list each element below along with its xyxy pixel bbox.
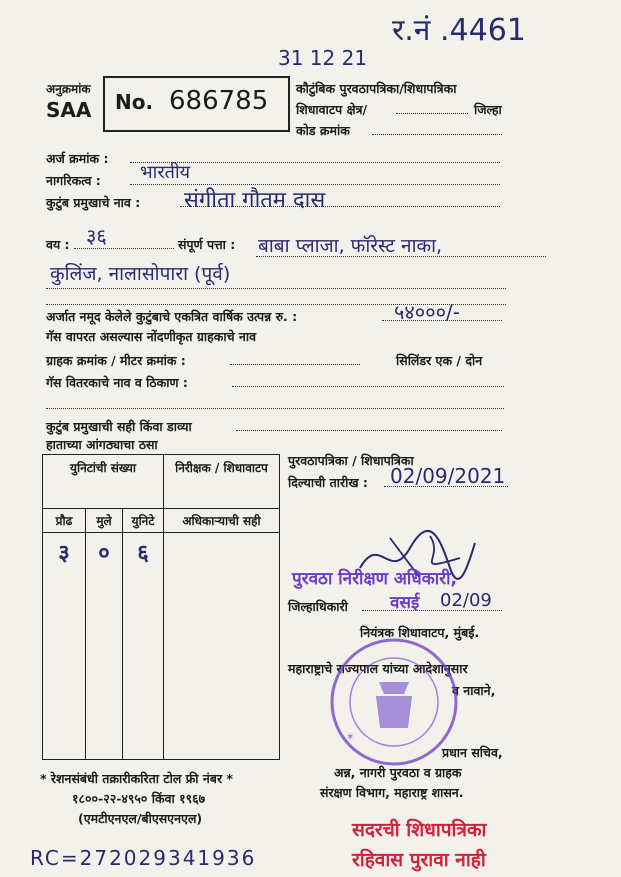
gas-dealer-dots <box>232 374 504 387</box>
helpline-line3: (एमटीएनएल/बीएसएनएल) <box>78 811 203 826</box>
handwritten-age: ३६ <box>86 224 107 248</box>
area-label: शिधावाटप क्षेत्र/ <box>296 102 368 117</box>
issue-label-1: पुरवठापत्रिका / शिधापत्रिका <box>288 453 414 468</box>
gas-dealer-dots-2 <box>46 396 504 409</box>
signature-label-1: कुटुंब प्रमुखाची सही किंवा डाव्या <box>46 419 192 434</box>
issue-label-2: दिल्याची तारीख : <box>288 475 368 490</box>
department-line2: संरक्षण विभाग, महाराष्ट्र शासन. <box>320 785 464 800</box>
application-no-label: अर्ज क्रमांक : <box>46 151 109 166</box>
serial-code: SAA <box>46 98 92 122</box>
inspector-header: निरीक्षक / शिधावाटप <box>164 455 280 509</box>
nationality-label: नागरिकत्व : <box>46 173 101 188</box>
serial-label: अनुक्रमांक <box>46 82 91 96</box>
handwritten-units: ६ <box>137 541 149 566</box>
governor-line2: व नावाने, <box>452 683 496 698</box>
handwritten-income: ५४०००/- <box>394 300 460 324</box>
number-box <box>103 76 290 132</box>
col-units: युनिटे <box>123 509 164 533</box>
place-stamp: वसई <box>390 593 420 613</box>
gas-agency-label: गॅस वापरत असल्यास नोंदणीकृत ग्राहकाचे नाव <box>46 329 257 344</box>
signature-dots <box>236 418 502 431</box>
income-label: अर्जात नमूद केलेले कुटुंबाचे एकत्रित वार्षिक उत्पन्न रु. : <box>46 309 298 324</box>
handwritten-nationality: भारतीय <box>140 162 191 183</box>
handwritten-bottom-number: RC=272029341936 <box>30 846 257 870</box>
address-label: संपूर्ण पत्ता : <box>178 237 236 252</box>
signature-label-2: हाताच्या आंगठ्याचा ठसा <box>46 437 158 452</box>
handwritten-head-name: संगीता गौतम दास <box>184 188 326 213</box>
card-title: कौटुंबिक पुरवठापत्रिका/शिधापत्रिका <box>296 81 457 96</box>
gas-dealer-label: गॅस वितरकाचे नाव व ठिकाण : <box>46 375 188 390</box>
consumer-no-label: ग्राहक क्रमांक / मीटर क्रमांक : <box>46 353 186 368</box>
secretary-label: प्रधान सचिव, <box>442 745 503 760</box>
cylinder-label: सिलिंडर एक / दोन <box>396 353 483 368</box>
card-number: 686785 <box>169 86 269 116</box>
head-name-label: कुटुंब प्रमुखाचे नाव : <box>46 195 141 210</box>
governor-line1: महाराष्ट्राचे राज्यपाल यांच्या आदेशानुसार <box>288 661 468 676</box>
area-dots <box>396 101 468 114</box>
units-header: युनिटांची संख्या <box>43 455 164 509</box>
handwritten-address-line2: कुलिंज, नालासोपारा (पूर्व) <box>50 263 231 285</box>
age-label: वय : <box>46 237 70 252</box>
handwritten-children: ० <box>98 541 110 566</box>
stamp-date: 02/09 <box>440 590 492 611</box>
handwritten-adults: ३ <box>58 541 70 566</box>
collector-label: जिल्हाधिकारी <box>288 599 348 614</box>
controller-label: नियंत्रक शिधावाटप, मुंबई. <box>360 625 480 640</box>
red-stamp-line2: रहिवास पुरावा नाही <box>352 849 486 871</box>
officer-title: पुरवठा निरीक्षण अधिकारी, <box>292 569 457 589</box>
col-officer-sign: अधिकाऱ्याची सही <box>164 509 280 533</box>
code-label: कोड क्रमांक <box>296 123 350 138</box>
handwritten-issue-date: 02/09/2021 <box>390 464 506 488</box>
svg-text:✶: ✶ <box>346 732 355 743</box>
code-dots <box>372 122 502 135</box>
units-table <box>42 454 280 760</box>
handwritten-ref-number: र.नं .4461 <box>392 13 526 48</box>
col-children: मुले <box>86 509 123 533</box>
district-label: जिल्हा <box>474 102 502 117</box>
helpline-line1: * रेशनसंबंधी तक्रारीकरिता टोल फ्री नंबर * <box>40 771 233 786</box>
red-stamp-line1: सदरची शिधापत्रिका <box>352 819 487 841</box>
handwritten-address-line1: बाबा प्लाजा, फॉरेस्ट नाका, <box>258 235 443 257</box>
helpline-line2: १८००-२२-४९५० किंवा १९६७ <box>72 791 206 806</box>
handwritten-top-date: 31 12 21 <box>278 46 368 70</box>
number-prefix: No. <box>115 90 154 114</box>
consumer-no-dots <box>230 352 360 365</box>
col-adult: प्रौढ <box>43 509 86 533</box>
department-line1: अन्न, नागरी पुरवठा व ग्राहक <box>334 765 462 780</box>
